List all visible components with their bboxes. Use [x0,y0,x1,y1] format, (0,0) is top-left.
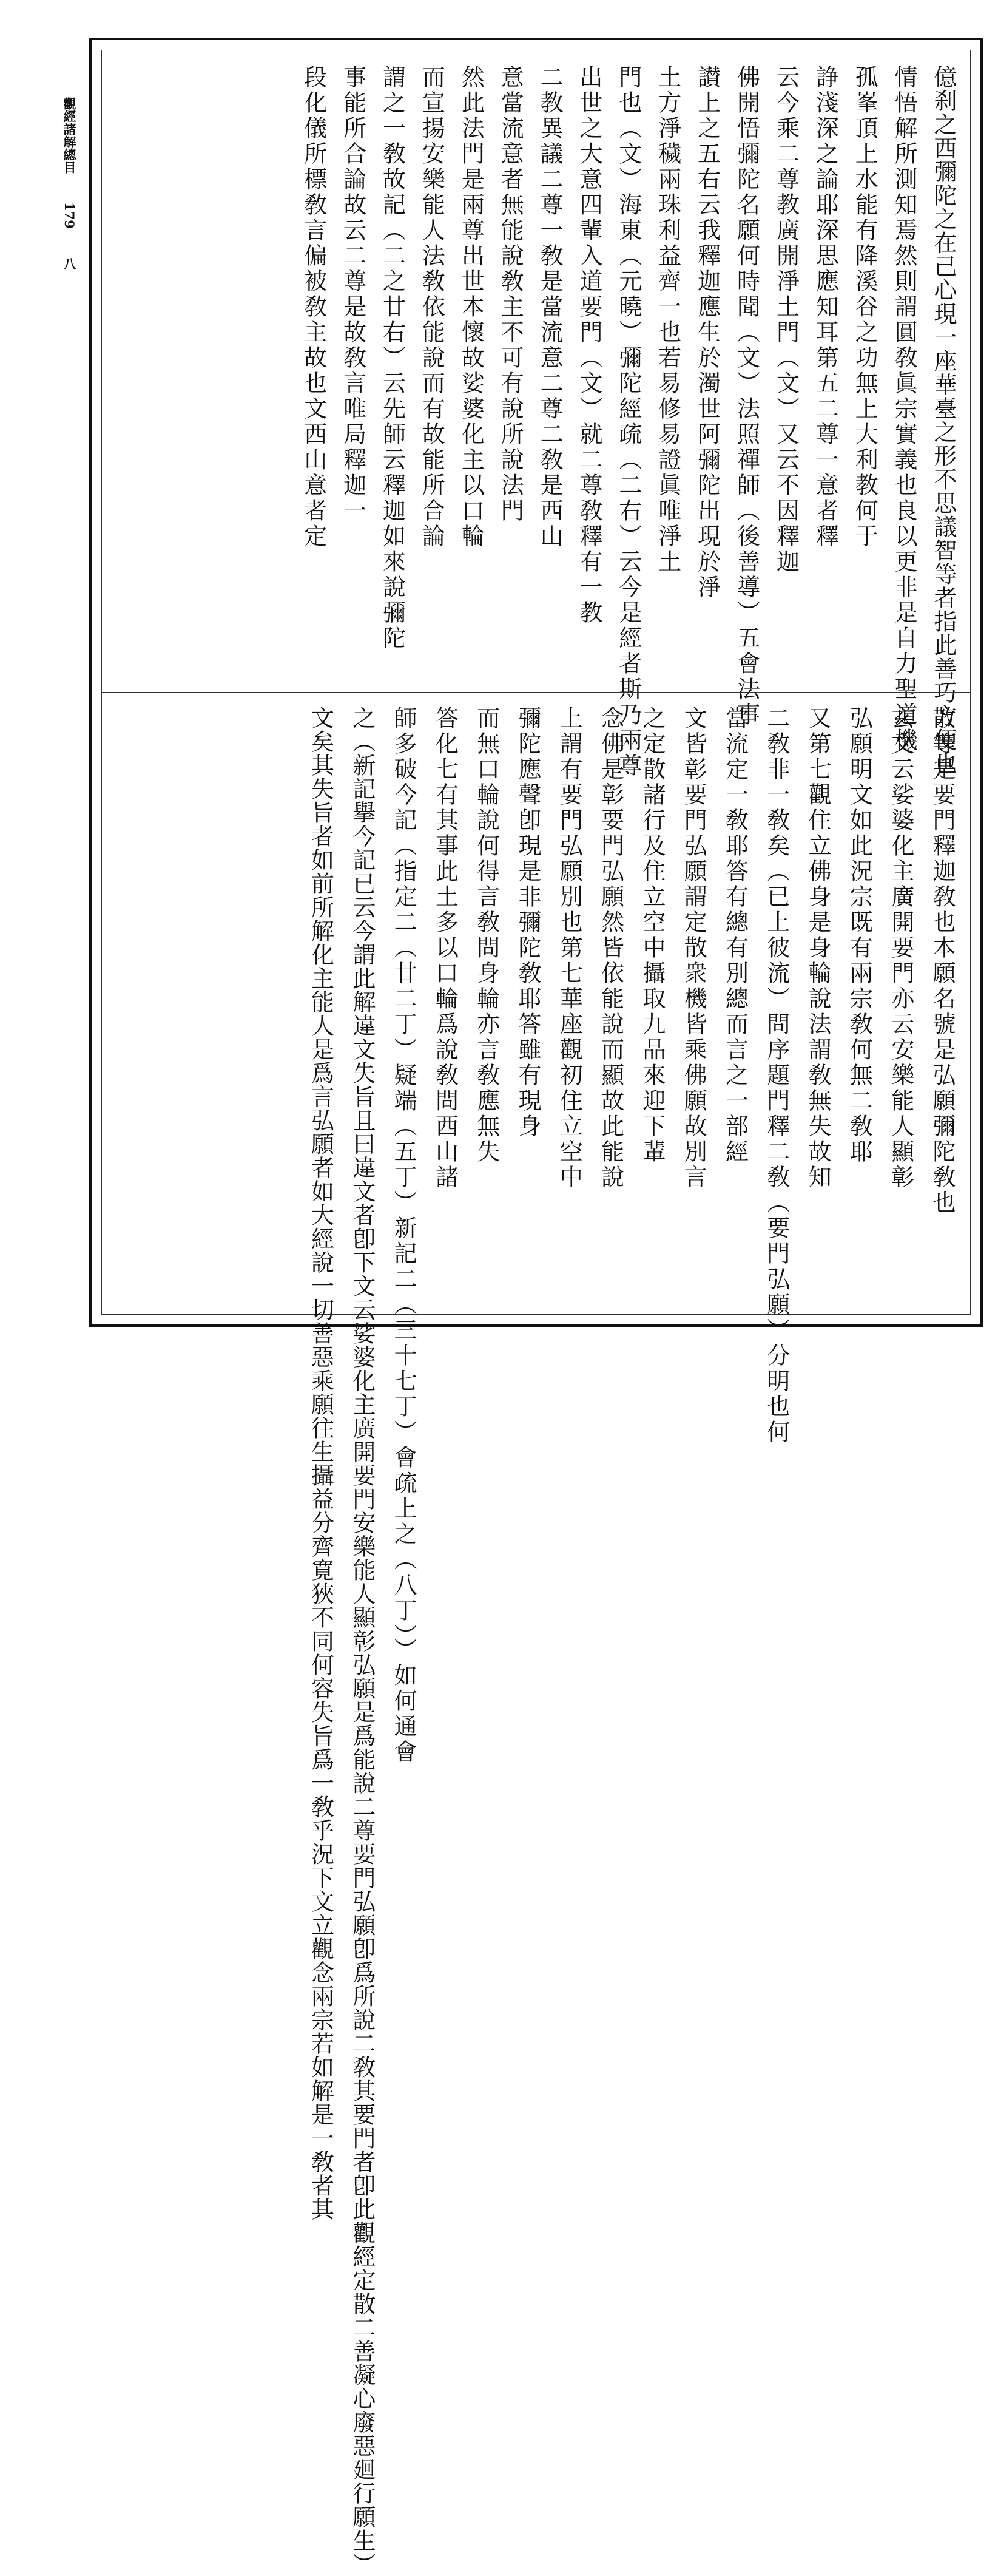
upper-text-block [109,65,963,779]
text-column: 二敎非一敎矣（已上彼流）問序題門釋二敎（要門弘願）分明也何 [763,706,790,1445]
text-column: 億刹之西彌陀之在己心現一座華臺之形不思議智等者指此善巧方便也 [930,65,957,775]
text-column: 弘願明文如此況宗既有兩宗敎何無二敎耶 [846,706,873,1165]
text-column: 出世之大意四輩入道要門（文）就二尊敎釋有一教 [575,65,602,626]
text-column: 師多破今記（指定二（廿二丁）疑端（五丁）新記二（三十七丁）會疏上之（八丁））如何通會 [390,706,417,1765]
text-column: 之（新記擧今記已云今謂此解違文失旨且曰違文者卽下文云娑婆化主廣開要門安樂能人顯彰弘願是爲能說二尊要門弘願卽爲所說二敎其要門者卽此觀經定散二善凝心廢惡廻行願生） [348,706,376,2576]
text-column: 門也（文）海東（元曉）彌陀經疏（二右）云今是經者斯乃兩尊 [615,65,642,779]
text-frame [101,50,971,2576]
text-column: 文皆彰要門弘願謂定散衆機皆乘佛願故別言 [680,706,707,1190]
text-column: 玄文云娑婆化主廣開要門亦云安樂能人顯彰 [887,706,914,1190]
text-column: 佛開悟彌陀名願何時聞（文）法照禪師（後善導）五會法事 [733,65,760,728]
text-column: 答化七有其事此土多以口輪爲說敎問西山諸 [431,706,459,1190]
text-column: 之定散諸行及住立空中攝取九品來迎下輩 [638,706,666,1165]
text-column: 彌陀應聲卽現是非彌陀敎耶答雖有現身 [514,706,542,1139]
text-column: 當流定一敎耶答有總有別總而言之一部經 [721,706,749,1165]
text-column: 然此法門是兩尊出世本懷故娑婆化主以口輪 [457,65,485,549]
text-column: 而無口輪說何得言敎問身輪亦言敎應無失 [473,706,500,1165]
text-column: 段化儀所標敎言偏被敎主故也文西山意者定 [300,65,327,549]
book-title: 觀經諸解總目 [62,97,77,174]
text-column: 文矣其失旨者如前所解化主能人是爲言弘願者如大經說一切善惡乘願往生攝益分齊寛狹不同何容失旨爲一敎乎況下文立觀念兩宗若如解是一敎者其 [307,706,334,2221]
text-column: 情悟解所測知焉然則謂圓敎眞宗實義也良以更非是自力聖道機 [891,65,918,753]
text-column: 云今乘二尊教廣開淨土門（文）又云不因釋迦 [772,65,800,575]
text-column: 諍淺深之論耶深思應知耳第五二尊一意者釋 [812,65,839,549]
text-column: 謂之一敎故記（二之廿右）云先師云釋迦如來說彌陀 [379,65,406,651]
text-column: 又第七觀住立佛身是身輪說法謂敎無失故知 [804,706,832,1190]
page-number: 179 [62,202,77,229]
text-column: 土方淨穢兩珠利益齊一也若易修易證眞唯淨土 [654,65,681,575]
text-column: 而宣揚安樂能人法敎依能說而有故能所合論 [418,65,445,549]
text-column: 散等是要門釋迦敎也本願名號是弘願彌陀敎也 [929,706,956,1216]
page-frame [89,38,983,2576]
text-column: 上謂有要門弘願別也第七華座觀初住立空中 [556,706,583,1190]
text-column: 孤峯頂上水能有降溪谷之功無上大利教何于 [851,65,878,549]
text-column: 意當流意者無能說敎主不可有說所說法門 [497,65,524,524]
text-column: 二教異議二尊一敎是當流意二尊二敎是西山 [536,65,564,549]
register-divider [102,692,970,693]
lower-text-block [109,706,963,2576]
section-mark: 八 [62,257,77,271]
text-column: 事能所合論故云二尊是故敎言唯局釋迦一 [339,65,366,524]
text-column: 讃上之五右云我釋迦應生於濁世阿彌陀出現於淨 [693,65,721,600]
text-column: 念佛是彰要門弘願然皆依能說而顯故此能說 [597,706,624,1190]
margin-running-header [58,97,80,364]
